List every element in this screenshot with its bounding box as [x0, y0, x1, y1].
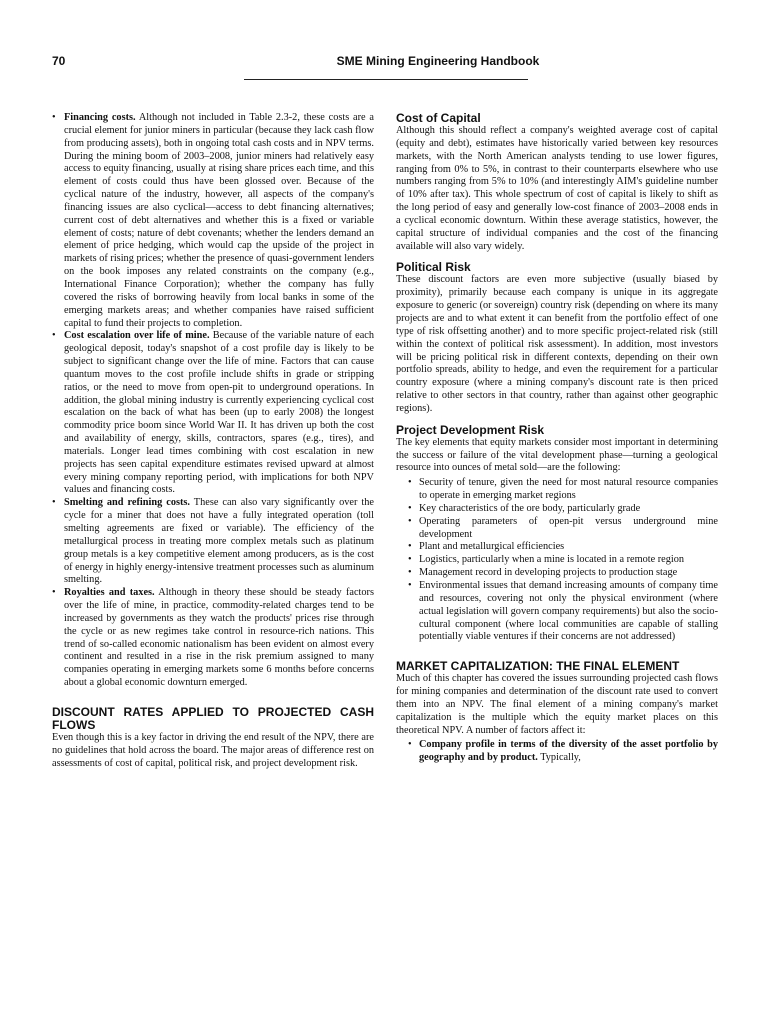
paragraph-market-capitalization: Much of this chapter has covered the issues surrounding projected cash flows for mining companies and determination of the discount rate used to convert them into an NPV. The final element of a mining company's market capitalization is the multiple which the equity market places on this theoretical NPV. A number of factors affect it:	[396, 673, 718, 736]
header-rule	[244, 79, 528, 80]
subheading-cost-of-capital: Cost of Capital	[396, 111, 481, 125]
development-factor-list	[396, 477, 718, 644]
bullet-lead: Cost escalation over life of mine.	[64, 330, 210, 342]
bullet-text: These can also vary significantly over the cycle for a miner that does not have a fully integrated operation (toll smelting agreements are fixed or variable). The efficiency of the metallurgical process in treating more complex metals such as platinum group metals is a key competitive element among producers, as is the cost of energy in highly energy-intensive treatment processes such as aluminum smelting.	[64, 497, 374, 586]
list-item	[52, 112, 374, 330]
subheading-political-risk: Political Risk	[396, 260, 471, 275]
list-item: • Management record in developing projects to production stage	[408, 567, 718, 580]
running-header	[52, 54, 716, 76]
bullet-text: Because of the variable nature of each geological deposit, today's snapshot of a cost profile day is likely to be subject to significant change over the life of mine. Factors that can cause quantum moves to the cost profile include shifts in grade or stripping ratios, or the need to move from open-pit to underground operations. In addition, the global mining industry is currently experiencing cyclical cost escalation on the back of what has been (up to early 2008) the longest commodity price boom since World War II. It has driven up both the cost and availability of energy, skills, contractors, spares (e.g., tires), and materials. Longer lead times combining with cost escalation in new projects has seen capital expenditure estimates revised upward at almost every mining company reporting period, with implications for both NPV values and financing costs.	[64, 330, 374, 496]
list-item: • Security of tenure, given the need for most natural resource companies to operate in emerging market regions	[408, 477, 718, 503]
bullet-text: Typically,	[537, 752, 581, 764]
left-column	[52, 112, 374, 771]
right-column	[396, 112, 718, 769]
paragraph-cost-of-capital: Although this should reflect a company's weighted average cost of capital (equity and debt), estimates have historically varied between key resources markets, with the North American analysts tending to use lower figures, ranging from 0% to 5%, in contrast to their counterparts elsewhere who use numbers ranging from 5% to 10% (and interestingly AIM's guideline number of 10% after tax). This whole spectrum of cost of capital is likely to shift as the long period of easy and generally low-cost finance of 2003–2008 ends in a cyclical economic downturn. Within these average statistics, however, the capital structure of individual companies and the cost of the financing available will also vary widely.	[396, 125, 718, 252]
list-item	[52, 587, 374, 690]
book-title: SME Mining Engineering Handbook	[336, 54, 540, 68]
paragraph-political-risk: These discount factors are even more subjective (usually biased by proximity), primarily because each company is unique in its aggregate exposure to generic (or sovereign) country risk (depending on where its many projects are and to what extent it can benefit from the portfolio effect of one type of risk offsetting another) and to more specific project-related risk (still within the context of political risk assessment). In addition, most investors will be pricing political risk in different contexts, depending on their own portfolio spreads, ability to hedge, and even the requirement for a particular country exposure (where a mining company's discount rate is then priced relative to other sectors in that country, rather than against other geographic regions).	[396, 274, 718, 414]
list-item: • Key characteristics of the ore body, particularly grade	[408, 503, 718, 516]
paragraph-project-development-risk: The key elements that equity markets consider most important in determining the success or failure of the vital development phase—turning a geological resource into ounces of metal sold—are the following:	[396, 436, 718, 474]
list-item: • Environmental issues that demand increasing amounts of company time and resources, covering not only the physical environment (where actual legislation will govern company requirements) but also the socio-cultural component (where local communities are capable of stalling potentially viable ventures if their concerns are not addressed)	[408, 580, 718, 644]
list-item	[52, 330, 374, 497]
list-item	[52, 497, 374, 587]
cost-factor-list	[52, 112, 374, 690]
subheading-project-development-risk: Project Development Risk	[396, 422, 545, 437]
list-item: • Logistics, particularly when a mine is located in a remote region	[408, 554, 718, 567]
bullet-text: Although in theory these should be steady factors over the life of mine, in practice, commodity-related charges tend to be increased by governments as they watch the products' prices rise through the cycle or as new regimes take control in resource-rich nations. This trend of so-called economic nationalism has been evident on almost every continent and resulted in a rise in the risk premium assigned to many companies operating in emerging markets some 6 months before concerns about a global economic downturn emerged.	[64, 587, 374, 689]
paragraph-discount-rates: Even though this is a key factor in driving the end result of the NPV, there are no guidelines that hold across the board. The major areas of difference rest on assessments of cost of capital, political risk, and project development risk.	[52, 731, 374, 769]
bullet-text: Although not included in Table 2.3-2, these costs are a crucial element for junior miners in particular (because they lack cash flow from producing assets), both in ongoing total cash costs and in NPV terms. During the mining boom of 2003–2008, junior miners had relatively easy access to equity financing, usually at rising share prices each time, and this element of costs could thus have been glossed over. Because of the cyclical nature of the industry, however, all aspects of the company's financing issues are also cyclical—access to debt financing alternatives; current cost of debt alternatives and whether this is a fixed or variable element of costs; nature of debt covenants; whether the lenders demand an element of price hedging, which would cap the upside of the project in markets of rising prices; whether the presence of quasi-government lenders on the book imposes any related constraints on the company (e.g., International Finance Corporation); whether the company has fully covered the risks of borrowing heavily from local banks in some of the emerging markets areas; and whether companies have raised sufficient capital to fund their projects to completion.	[64, 112, 374, 329]
section-heading-market-capitalization: MARKET CAPITALIZATION: THE FINAL ELEMENT	[396, 659, 680, 674]
bullet-lead: Royalties and taxes.	[64, 587, 155, 599]
list-item: • Operating parameters of open-pit versus underground mine development	[408, 516, 718, 542]
section-heading-discount-rates: DISCOUNT RATES APPLIED TO PROJECTED CASH FLOWS	[52, 704, 374, 732]
bullet-lead: Company profile in terms of the diversity of the asset portfolio by geography and by product.	[419, 739, 718, 764]
list-item: • Plant and metallurgical efficiencies	[408, 541, 718, 554]
list-item	[408, 739, 718, 765]
bullet-lead: Smelting and refining costs.	[64, 497, 190, 509]
market-factor-list	[396, 739, 718, 765]
page-number: 70	[52, 54, 66, 68]
bullet-lead: Financing costs.	[64, 112, 136, 123]
